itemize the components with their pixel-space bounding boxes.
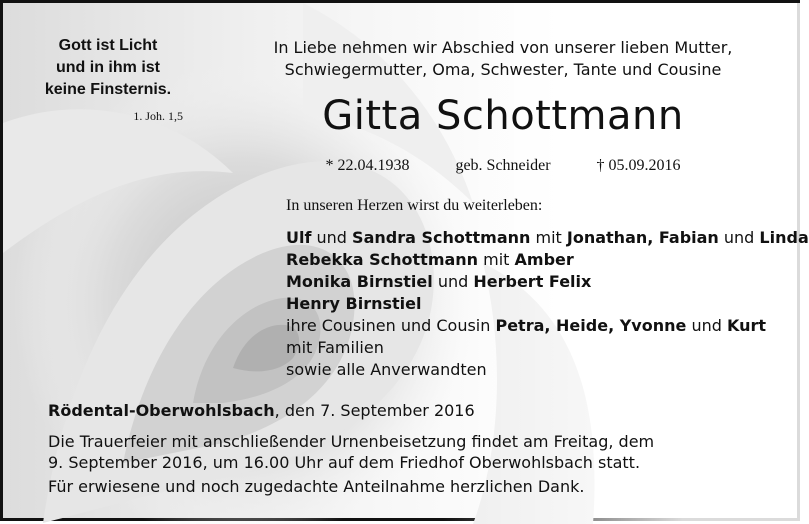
farewell-intro (243, 37, 763, 81)
verse-line: und in ihm ist (56, 59, 160, 76)
birth-date: * 22.04.1938 (325, 157, 410, 174)
deceased-name: Gitta Schottmann (322, 93, 684, 139)
verse-line: keine Finsternis. (44, 81, 172, 98)
verse-line: Gott ist Licht (58, 37, 158, 54)
mourner-row: sowie alle Anverwandten (286, 360, 487, 379)
mourner-row: Monika Birnstiel und Herbert Felix (286, 272, 592, 291)
mourner-row: Ulf und Sandra Schottmann mit Jonathan, Fabian und Linda (286, 228, 809, 247)
mourners-list (286, 227, 809, 381)
mourner-row: Henry Birnstiel (286, 294, 422, 313)
ceremony-text: Die Trauerfeier mit anschließender Urnenbeisetzung findet am Freitag, dem 9. September 2016, um 16.00 Uhr auf dem Friedhof Oberwohlsbach statt. (48, 432, 655, 472)
maiden-name: geb. Schneider (455, 157, 551, 174)
mourner-row: mit Familien (286, 338, 384, 357)
place-name: Rödental-Oberwohlsbach (48, 401, 275, 420)
death-date: † 05.09.2016 (596, 157, 681, 174)
place-and-date (48, 401, 475, 420)
ceremony-notice (48, 431, 688, 497)
intro-line: In Liebe nehmen wir Abschied von unserer lieben Mutter, (273, 38, 733, 57)
thanks-text: Für erwiesene und noch zugedachte Anteilnahme herzlichen Dank. (48, 477, 585, 496)
mourner-row: ihre Cousinen und Cousin Petra, Heide, Yvonne und Kurt (286, 316, 767, 335)
letter-date: , den 7. September 2016 (274, 401, 475, 420)
verse-reference: 1. Joh. 1,5 (133, 109, 183, 123)
hearts-line: In unseren Herzen wirst du weiterleben: (286, 197, 543, 214)
intro-line: Schwiegermutter, Oma, Schwester, Tante und Cousine (284, 60, 722, 79)
life-dates (243, 157, 763, 175)
mourner-row: Rebekka Schottmann mit Amber (286, 250, 574, 269)
bible-verse (33, 35, 183, 127)
